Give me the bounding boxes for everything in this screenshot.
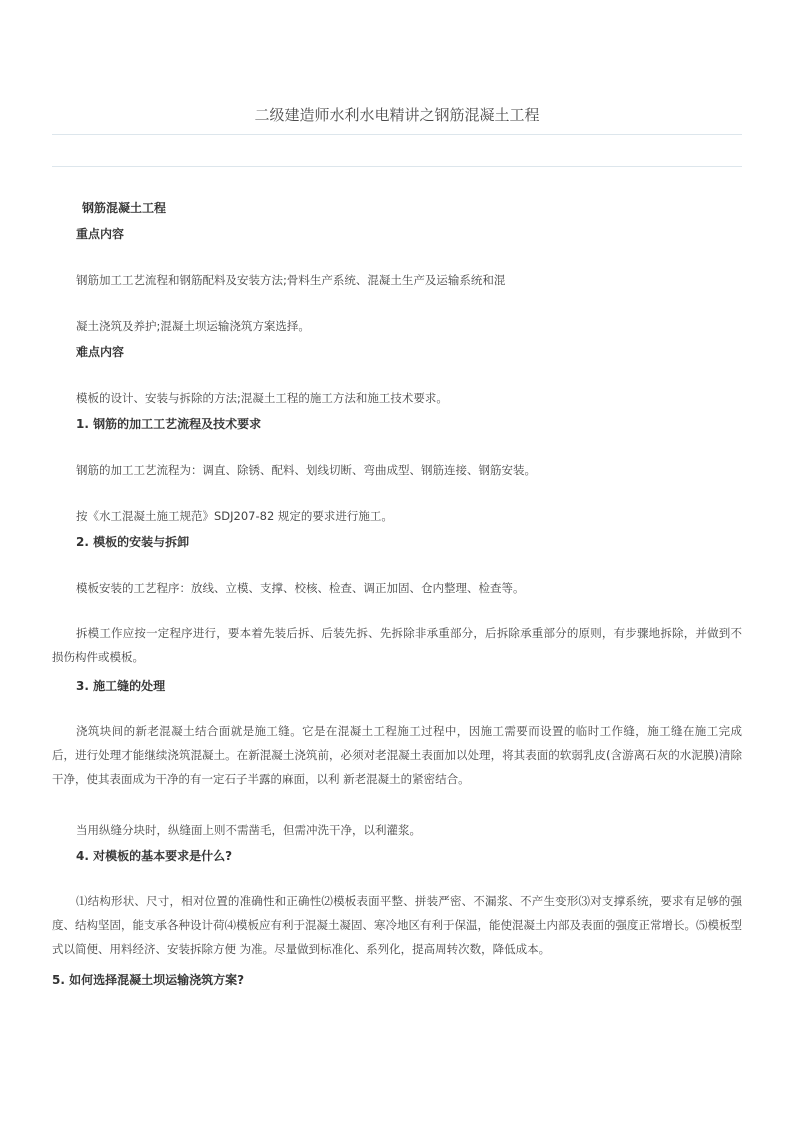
body-paragraph: 浇筑块间的新老混凝土结合面就是施工缝。它是在混凝土工程施工过程中，因施工需要而设置的临时工作缝，施工缝在施工完成后，进行处理才能继续浇筑混凝土。在新混凝土浇筑前，必须对老混凝土表面加以处理，将其表面的软弱乳皮(含游离石灰的水泥膜)清除干净，使其表面成为干净的有一定石子半露的麻面，以利 新老混凝土的紧密结合。 [52,724,742,786]
body-paragraph: 拆模工作应按一定程序进行，要本着先装后拆、后装先拆、先拆除非承重部分，后拆除承重部分的原则，有步骤地拆除，并做到不损伤构件或模板。 [52,626,742,664]
body-text: 当用纵缝分块时，纵缝面上则不需凿毛，但需冲洗干净，以利灌浆。 [76,823,421,837]
body-text: 凝土浇筑及养护;混凝土坝运输浇筑方案选择。 [76,319,310,333]
subsection-heading-5: 5. 如何选择混凝土坝运输浇筑方案? [52,973,245,987]
subsection-heading-4: 4. 对模板的基本要求是什么? [76,849,233,863]
body-text: 模板的设计、安装与拆除的方法;混凝土工程的施工方法和施工技术要求。 [76,391,448,405]
subsection-heading-2: 2. 模板的安装与拆卸 [76,535,190,549]
title-divider-top [52,134,742,135]
section-heading: 钢筋混凝土工程 [82,201,167,215]
subsection-heading-3: 3. 施工缝的处理 [76,679,166,693]
page-title: 二级建造师水利水电精讲之钢筋混凝土工程 [254,106,540,124]
body-text: 钢筋加工工艺流程和钢筋配料及安装方法;骨料生产系统、混凝土生产及运输系统和混 [76,273,506,287]
body-paragraph: ⑴结构形状、尺寸，相对位置的准确性和正确性⑵模板表面平整、拼装严密、不漏浆、不产生变形⑶对支撑系统，要求有足够的强度、结构坚固，能支承各种设计荷⑷模板应有利于混凝土凝固、寒冷地区有利于保温，能使混凝土内部及表面的强度正常增长。⑸模板型式以简便、用料经济、安装拆除方便 为准。尽量做到标准化、系列化，提高周转次数，降低成本。 [52,894,742,956]
body-text: 按《水工混凝土施工规范》SDJ207-82 规定的要求进行施工。 [76,509,393,523]
body-text: 模板安装的工艺程序：放线、立模、支撑、校核、检查、调正加固、仓内整理、检查等。 [76,581,525,595]
body-text: 钢筋的加工工艺流程为：调直、除锈、配料、划线切断、弯曲成型、钢筋连接、钢筋安装。 [76,463,536,477]
subsection-heading-1: 1. 钢筋的加工工艺流程及技术要求 [76,417,262,431]
key-content-heading: 重点内容 [76,227,125,241]
difficult-content-heading: 难点内容 [76,345,125,359]
title-divider-bottom [52,166,742,167]
